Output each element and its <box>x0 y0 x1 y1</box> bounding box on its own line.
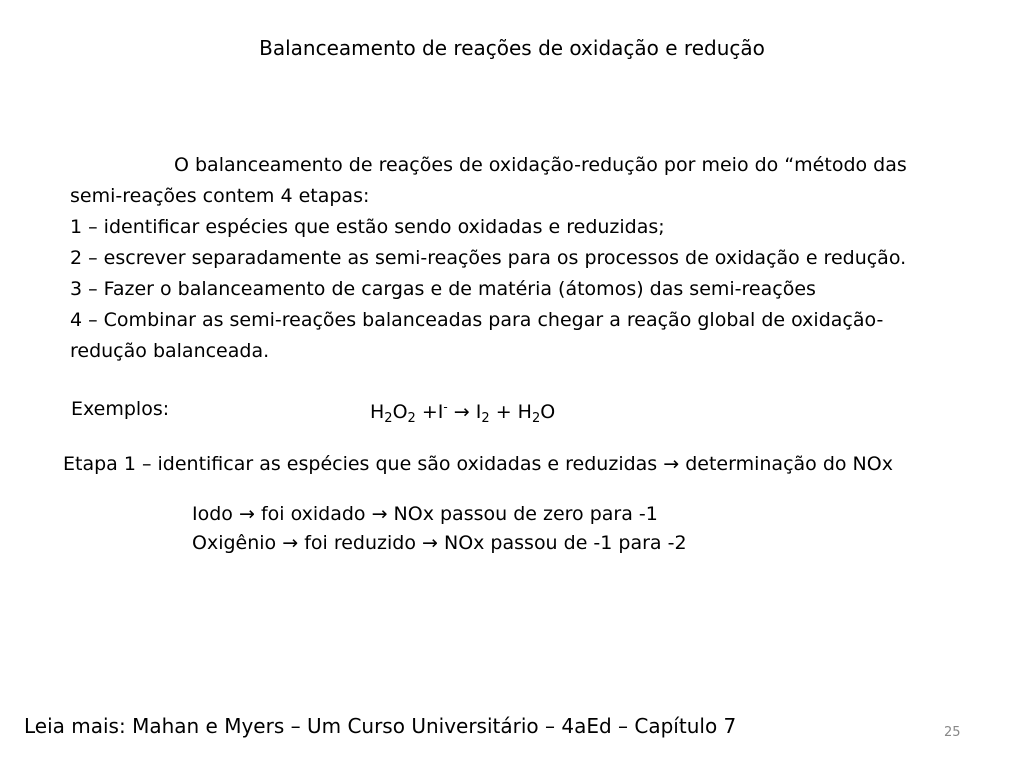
equation-term: I <box>475 401 482 423</box>
equation-subscript: 2 <box>481 411 490 426</box>
detail-nox: NOx passou de zero para -1 <box>393 503 658 525</box>
page-number: 25 <box>944 725 961 740</box>
footer-reference: Leia mais: Mahan e Myers – Um Curso Universitário – 4aEd – Capítulo 7 <box>24 714 737 738</box>
examples-label: Exemplos: <box>71 398 170 420</box>
step-4: 4 – Combinar as semi-reações balanceadas para chegar a reação global de oxidação- <box>70 309 884 331</box>
detail-subject: Oxigênio <box>192 532 277 554</box>
arrow-right-icon: → <box>663 453 680 475</box>
step-3: 3 – Fazer o balanceamento de cargas e de matéria (átomos) das semi-reações <box>70 278 816 300</box>
equation-subscript: 2 <box>384 411 393 426</box>
etapa-1-line <box>63 453 893 475</box>
etapa-1-text: Etapa 1 – identificar as espécies que são oxidadas e reduzidas <box>63 453 658 475</box>
detail-iodo <box>192 500 687 529</box>
detail-subject: Iodo <box>192 503 233 525</box>
equation-superscript: - <box>443 400 448 414</box>
nox-details <box>192 500 687 558</box>
arrow-right-icon: → <box>238 503 255 525</box>
intro-paragraph <box>70 150 990 367</box>
step-2: 2 – escrever separadamente as semi-reações para os processos de oxidação e redução. <box>70 247 907 269</box>
equation-subscript: 2 <box>531 411 541 426</box>
equation-term: O <box>540 401 556 423</box>
detail-state: foi oxidado <box>260 503 366 525</box>
intro-line: O balanceamento de reações de oxidação-redução por meio do “método das <box>174 154 907 176</box>
step-4-continued: redução balanceada. <box>70 340 270 362</box>
arrow-right-icon: → <box>453 401 470 423</box>
detail-state: foi reduzido <box>304 532 416 554</box>
arrow-right-icon: → <box>371 503 388 525</box>
detail-oxigenio <box>192 529 687 558</box>
slide-title: Balanceamento de reações de oxidação e redução <box>259 36 765 60</box>
equation-term: + H <box>495 401 532 423</box>
equation-term: O <box>392 401 408 423</box>
equation-term: +I <box>421 401 444 423</box>
intro-line: semi-reações contem 4 etapas: <box>70 185 370 207</box>
equation-subscript: 2 <box>407 411 416 426</box>
equation-term: H <box>370 401 385 423</box>
detail-nox: NOx passou de -1 para -2 <box>443 532 687 554</box>
chemical-equation <box>370 400 555 426</box>
etapa-1-result: determinação do NOx <box>685 453 893 475</box>
arrow-right-icon: → <box>422 532 438 554</box>
arrow-right-icon: → <box>282 532 299 554</box>
step-1: 1 – identificar espécies que estão sendo oxidadas e reduzidas; <box>70 216 665 238</box>
